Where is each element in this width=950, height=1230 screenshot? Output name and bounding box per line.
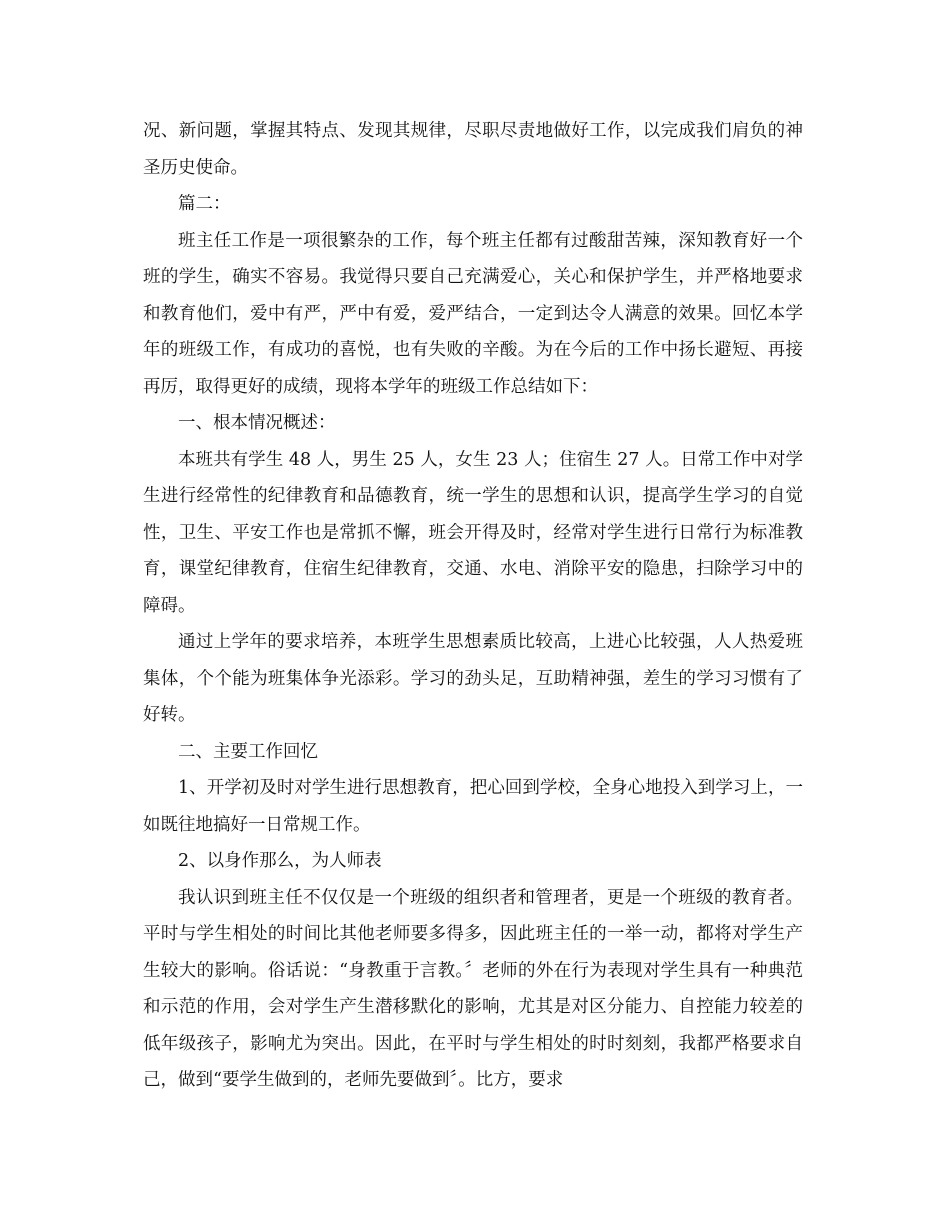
paragraph-role-model: 我认识到班主任不仅仅是一个班级的组织者和管理者，更是一个班级的教育者。平时与学生相处的时间比其他老师要多得多，因此班主任的一举一动，都将对学生产生较大的影响。俗话说：“身教重于言教。〞老师的外在行为表现对学生具有一种典范和示范的作用，会对学生产生潜移默化的影响，尤其是对区分能力、自控能力较差的低年级孩子，影响尤为突出。因此，在平时与学生相处的时时刻刻，我都严格要求自己，做到“要学生做到的，老师先要做到〞。比方，要求: [143, 887, 803, 1090]
paragraph-intro: 班主任工作是一项很繁杂的工作，每个班主任都有过酸甜苦辣，深知教育好一个班的学生，确实不容易。我觉得只要自己充满爱心，关心和保护学生，并严格地要求和教育他们，爱中有严，严中有爱，爱严结合，一定到达令人满意的效果。回忆本学年的班级工作，有成功的喜悦，也有失败的辛酸。为在今后的工作中扬长避短、再接再厉，取得更好的成绩，现将本学年的班级工作总结如下：: [143, 230, 803, 397]
section-heading-main-work: 二、主要工作回忆: [178, 741, 318, 762]
document-page: [143, 113, 803, 1099]
paragraph-continuation: 况、新问题，掌握其特点、发现其规律，尽职尽责地做好工作，以完成我们肩负的神圣历史使命。: [143, 121, 803, 178]
list-item-1: 1、开学初及时对学生进行思想教育，把心回到学校，全身心地投入到学习上，一如既往地搞好一日常规工作。: [143, 778, 803, 835]
section-heading-overview: 一、根本情况概述：: [178, 413, 336, 433]
paragraph-training-results: 通过上学年的要求培养，本班学生思想素质比较高，上进心比较强，人人热爱班集体，个个能为班集体争光添彩。学习的劲头足，互助精神强，差生的学习习惯有了好转。: [143, 632, 803, 725]
paragraph-class-overview: 本班共有学生 48 人，男生 25 人，女生 23 人；住宿生 27 人。日常工作中对学生进行经常性的纪律教育和品德教育，统一学生的思想和认识，提高学生学习的自觉性，卫生、平安工作也是常抓不懈，班会开得及时，经常对学生进行日常行为标准教育，课堂纪律教育，住宿生纪律教育，交通、水电、消除平安的隐患，扫除学习中的障碍。: [143, 449, 803, 616]
section-heading-part-two: 篇二：: [178, 194, 231, 214]
list-item-2: 2、以身作那么，为人师表: [178, 851, 382, 871]
